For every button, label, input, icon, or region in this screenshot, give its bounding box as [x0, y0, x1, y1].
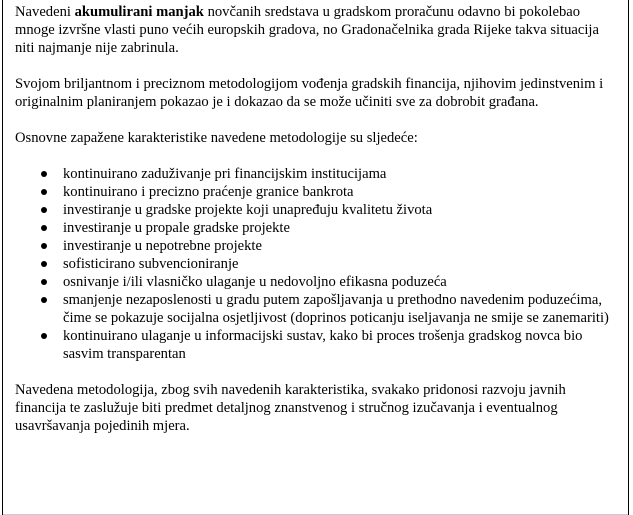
intro-text-end: novčanih sredstava u gradskom proračunu odavno bi pokolebao mnoge izvršne vlasti puno većih europskih gradova, no Gradonačelnika grada Rijeke takva situacija niti najmanje nije zabrinula. [15, 4, 599, 56]
methodology-paragraph: Svojom briljantnom i preciznom metodologijom vođenja gradskih financija, njihovim jedinstvenim i originalnim planiranjem pokazao je i dokazao da se može učiniti sve za dobrobit građana. [15, 76, 604, 110]
article-body [15, 3, 615, 435]
list-item: kontinuirano i precizno praćenje granice bankrota [15, 183, 615, 201]
conclusion-paragraph: Navedena metodologija, zbog svih navedenih karakteristika, svakako pridonosi razvoju javnih financija te zaslužuje biti predmet detaljnog znanstvenog i stručnog izučavanja i eventualnog usavršavanja pojedinih mjera. [15, 382, 566, 434]
paragraph-spacer [15, 147, 615, 165]
list-item: smanjenje nezaposlenosti u gradu putem zapošljavanja u prethodno navedenim poduzećima, čime se pokazuje socijalna osjetljivost (doprinos poticanju iseljavanja ne smije se zanemariti) [15, 291, 615, 327]
list-item: investiranje u nepotrebne projekte [15, 237, 615, 255]
intro-emphasis: akumulirani manjak [74, 4, 204, 20]
list-item: kontinuirano zaduživanje pri financijskim institucijama [15, 165, 615, 183]
list-item: osnivanje i/ili vlasničko ulaganje u nedovoljno efikasna poduzeća [15, 273, 615, 291]
document-frame [2, 0, 629, 515]
paragraph-spacer [15, 111, 615, 129]
paragraph-spacer [15, 363, 615, 381]
characteristics-list [15, 165, 615, 363]
paragraph-spacer [15, 57, 615, 75]
intro-paragraph [15, 3, 615, 57]
list-item: sofisticirano subvencioniranje [15, 255, 615, 273]
list-intro-paragraph: Osnovne zapažene karakteristike navedene metodologije su sljedeće: [15, 130, 418, 146]
intro-text-start: Navedeni [15, 4, 75, 20]
list-item: kontinuirano ulaganje u informacijski sustav, kako bi proces trošenja gradskog novca bio sasvim transparentan [15, 327, 615, 363]
list-item: investiranje u gradske projekte koji unapređuju kvalitetu života [15, 201, 615, 219]
list-item: investiranje u propale gradske projekte [15, 219, 615, 237]
